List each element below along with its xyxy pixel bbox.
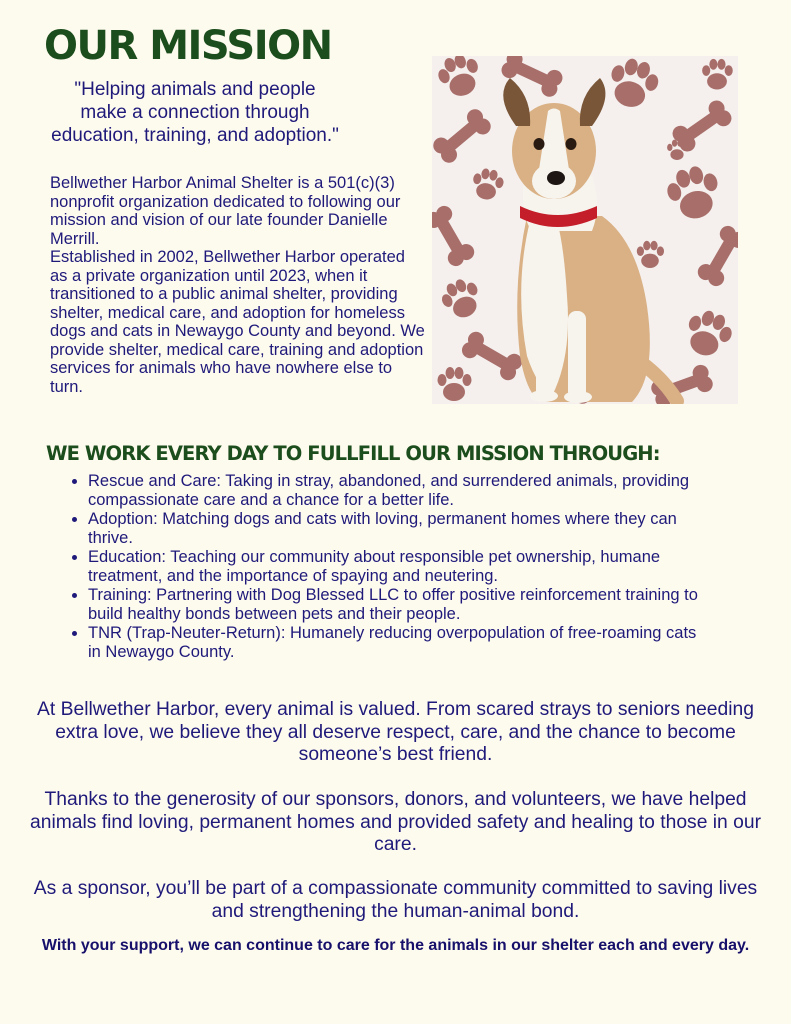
list-item: • Rescue and Care: Taking in stray, abandoned, and surrendered animals, providing compassionate care and a chance for a better life. — [88, 472, 708, 510]
intro-paragraph-2: Established in 2002, Bellwether Harbor operated as a private organization until 2023, when it transitioned to a public animal shelter, providing shelter, medical care, and adoption for homeless dogs and cats in Newaygo County and beyond. We provide shelter, medical care, training and adoption services for animals who have nowhere else to turn. — [50, 248, 425, 396]
mission-list — [70, 472, 708, 662]
closing-statement: With your support, we can continue to care for the animals in our shelter each and every day. — [41, 937, 750, 954]
list-item: • Training: Partnering with Dog Blessed LLC to offer positive reinforcement training to build healthy bonds between pets and their people. — [88, 586, 708, 624]
dog-photo-icon — [432, 56, 738, 404]
list-item: • Education: Teaching our community about responsible pet ownership, humane treatment, and the importance of spaying and neutering. — [88, 548, 708, 586]
intro-paragraph-1: Bellwether Harbor Animal Shelter is a 501(c)(3) nonprofit organization dedicated to following our mission and vision of our late founder Danielle Merrill. — [50, 174, 401, 248]
body-paragraph-1: At Bellwether Harbor, every animal is valued. From scared strays to seniors needing extra love, we believe they all deserve respect, care, and the chance to become someone’s best friend. — [37, 699, 754, 765]
mission-quote: "Helping animals and people make a connection through education, training, and adoption." — [51, 79, 339, 146]
intro-text — [50, 174, 425, 396]
list-item: • Adoption: Matching dogs and cats with loving, permanent homes where they can thrive. — [88, 510, 708, 548]
body-paragraph-2: Thanks to the generosity of our sponsors, donors, and volunteers, we have helped animals find loving, permanent homes and provided safety and healing to those in our care. — [30, 789, 762, 855]
dog-photo — [432, 56, 738, 404]
page-title: OUR MISSION — [44, 23, 332, 69]
mission-section-heading: WE WORK EVERY DAY TO FULLFILL OUR MISSION THROUGH: — [46, 442, 660, 465]
body-paragraph-3: As a sponsor, you’ll be part of a compassionate community committed to saving lives and strengthening the human-animal bond. — [33, 878, 758, 922]
list-item: • TNR (Trap-Neuter-Return): Humanely reducing overpopulation of free-roaming cats in Newaygo County. — [88, 624, 708, 662]
